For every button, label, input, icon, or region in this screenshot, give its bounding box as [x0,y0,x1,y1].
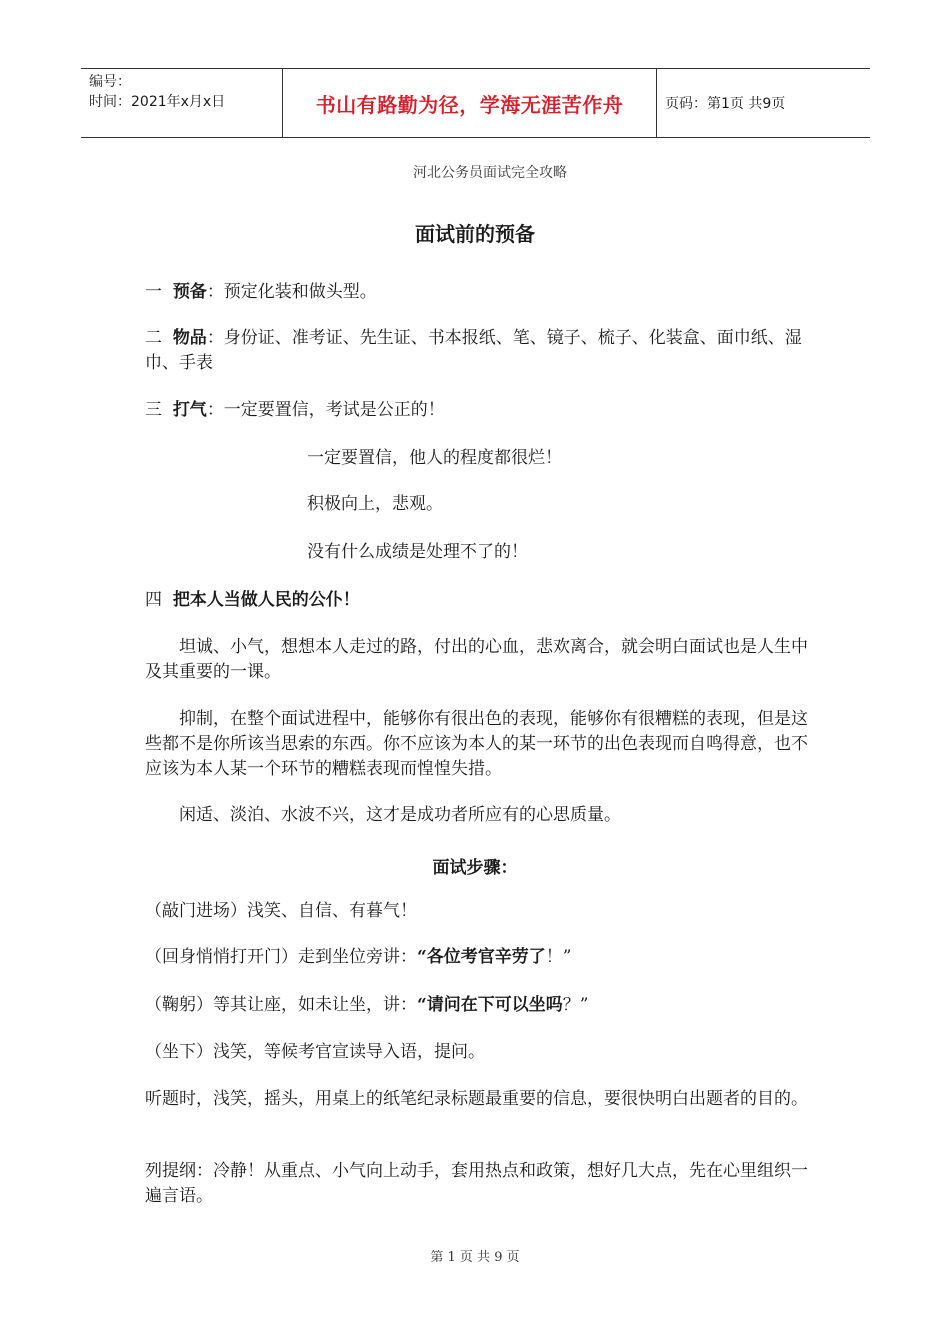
item-supplies [145,326,810,376]
header-meta-cell [81,69,283,137]
paragraph-2: 抑制，在整个面试进程中，能够你有很出色的表现，能够你有很糟糕的表现，但是这些都不是你所该当思索的东西。你不应该为本人的某一环节的出色表现而自鸣得意，也不应该为本人某一个环节的糟糕表现而惶惶失措。 [145,709,808,779]
header-page-cell [657,69,870,137]
item-text: ：身份证、准考证、先生证、书本报纸、笔、镜子、梳子、化装盒、面巾纸、湿巾、手表 [145,328,802,373]
serial-label: 编号： [89,74,131,90]
item-number: 三 [145,400,162,420]
header-table [81,68,870,138]
steps-title: 面试步骤： [432,858,518,878]
header-motto-cell [283,69,657,137]
step-6: 列提纲：冷静！从重点、小气向上动手，套用热点和政策，想好几大点，先在心里组织一遍言语。 [145,1161,808,1206]
item-prepare [145,280,810,305]
item-heading: 打气 [172,400,207,420]
item-text: ：预定化装和做头型。 [206,282,377,302]
step-5: 听题时，浅笑，摇头，用桌上的纸笔纪录标题最重要的信息，要很快明白出题者的目的。 [145,1089,808,1109]
motto-text: 书山有路勤为径，学海无涯苦作舟 [315,92,624,117]
step-quote-end: ？” [562,995,589,1015]
item-text: ：一定要置信，考试是公正的！ [206,400,445,420]
step-2 [145,945,810,970]
step-quote: “各位考官辛劳了 [417,947,546,967]
document-title: 河北公务员面试完全攻略 [413,165,567,181]
step-quote: “请问在下可以坐吗 [417,995,563,1015]
paragraph-3: 闲适、淡泊、水波不兴，这才是成功者所应有的心思质量。 [179,805,621,825]
step-quote-end: ！” [545,947,572,967]
encourage-line-2: 一定要置信，他人的程度都很烂！ [307,448,562,468]
step-text: （回身悄悄打开门）走到坐位旁讲： [145,947,417,967]
step-4: （坐下）浅笑，等候考官宣读导入语，提问。 [145,1042,485,1062]
step-1: （敲门进场）浅笑、自信、有暮气！ [145,901,417,921]
time-label: 时间：2021年x月x日 [89,94,226,110]
paragraph-1: 坦诚、小气，想想本人走过的路，付出的心血，悲欢离合，就会明白面试也是人生中及其重要的一课。 [145,637,808,682]
encourage-line-4: 没有什么成绩是处理不了的！ [307,542,528,562]
step-3 [145,993,810,1018]
item-servant [145,588,810,613]
item-number: 四 [145,590,162,610]
item-heading: 预备 [172,282,207,302]
section-title: 面试前的预备 [415,222,535,246]
step-text: （鞠躬）等其让座，如未让坐，讲： [145,995,417,1015]
page-footer: 第 1 页 共 9 页 [430,1250,520,1265]
item-encourage [145,398,810,423]
item-heading: 把本人当做人民的公仆！ [172,590,360,610]
encourage-line-3: 积极向上，悲观。 [307,494,443,514]
item-heading: 物品 [172,328,207,348]
item-number: 一 [145,282,162,302]
page-label: 页码：第1页 共9页 [665,96,786,112]
item-number: 二 [145,328,162,348]
